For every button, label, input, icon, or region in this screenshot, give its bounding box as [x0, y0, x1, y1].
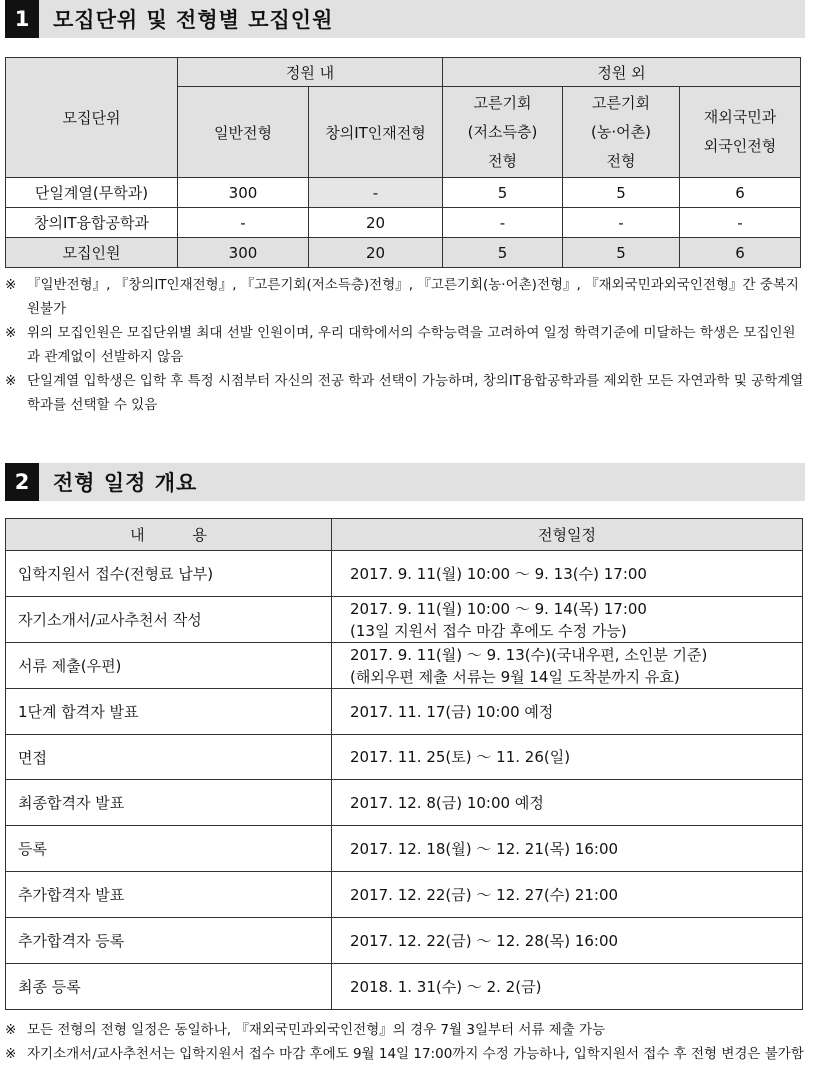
- row-unit: 단일계열(무학과): [6, 178, 178, 208]
- col-item-header: 내 용: [6, 519, 332, 551]
- note: [5, 369, 805, 417]
- recruitment-quota-table: [5, 57, 801, 268]
- unit-header: 모집단위: [6, 58, 178, 178]
- note: [5, 273, 805, 321]
- section-1-header: [5, 0, 805, 38]
- group-in-header: 정원 내: [178, 58, 443, 87]
- section-number: 2: [5, 463, 39, 501]
- total-row: 모집인원 300 20 5 5 6: [6, 238, 801, 268]
- note-text: 위의 모집인원은 모집단위별 최대 선발 인원이며, 우리 대학에서의 수학능력을 고려하여 일정 학력기준에 미달하는 학생은 모집인원과 관계없이 선발하지 않음: [27, 325, 796, 365]
- note-mark: ※: [5, 1022, 17, 1038]
- schedule-table: [5, 518, 803, 1010]
- table-row: 1단계 합격자 발표 2017. 11. 17(금) 10:00 예정: [6, 689, 803, 735]
- note: [5, 1018, 805, 1042]
- row-unit: 창의IT융합공학과: [6, 208, 178, 238]
- table-row: 자기소개서/교사추천서 작성 2017. 9. 11(월) 10:00 ～ 9. 14(목) 17:00 (13일 지원서 접수 마감 후에도 수정 가능): [6, 597, 803, 643]
- table-row: 입학지원서 접수(전형료 납부) 2017. 9. 11(월) 10:00 ～ 9. 13(수) 17:00: [6, 551, 803, 597]
- col-schedule-header: 전형일정: [332, 519, 803, 551]
- col-equal-low-income: 고른기회 (저소득층) 전형: [443, 87, 563, 178]
- note-mark: ※: [5, 325, 17, 341]
- table-row: 등록 2017. 12. 18(월) ～ 12. 21(목) 16:00: [6, 826, 803, 872]
- table-row: 추가합격자 발표 2017. 12. 22(금) ～ 12. 27(수) 21:00: [6, 872, 803, 918]
- table-row: 최종합격자 발표 2017. 12. 8(금) 10:00 예정: [6, 780, 803, 826]
- table-row: 서류 제출(우편) 2017. 9. 11(월) ～ 9. 13(수)(국내우편, 소인분 기준) (해외우편 제출 서류는 9월 14일 도착분까지 유효): [6, 643, 803, 689]
- table-row: 추가합격자 등록 2017. 12. 22(금) ～ 12. 28(목) 16:00: [6, 918, 803, 964]
- note: [5, 321, 805, 369]
- section-1-notes: [5, 273, 805, 417]
- table-row: 창의IT융합공학과 - 20 - - -: [6, 208, 801, 238]
- table-row: 최종 등록 2018. 1. 31(수) ～ 2. 2(금): [6, 964, 803, 1010]
- col-equal-rural: 고른기회 (농·어촌) 전형: [563, 87, 680, 178]
- section-number: 1: [5, 0, 39, 38]
- note: [5, 1042, 805, 1066]
- note-mark: ※: [5, 373, 17, 389]
- group-out-header: 정원 외: [443, 58, 801, 87]
- section-2-header: [5, 463, 805, 501]
- section-title: 모집단위 및 전형별 모집인원: [53, 8, 334, 32]
- table-row: 면접 2017. 11. 25(토) ～ 11. 26(일): [6, 735, 803, 780]
- col-creative-it: 창의IT인재전형: [309, 87, 443, 178]
- note-mark: ※: [5, 277, 17, 293]
- section-2-notes: [5, 1018, 805, 1066]
- note-text: 자기소개서/교사추천서는 입학지원서 접수 마감 후에도 9월 14일 17:00까지 수정 가능하나, 입학지원서 접수 후 전형 변경은 불가함: [27, 1046, 804, 1062]
- note-text: 『일반전형』, 『창의IT인재전형』, 『고른기회(저소득층)전형』, 『고른기회(농·어촌)전형』, 『재외국민과외국인전형』간 중복지원불가: [27, 277, 799, 317]
- col-overseas: 재외국민과 외국인전형: [680, 87, 801, 178]
- section-title: 전형 일정 개요: [53, 471, 198, 495]
- table-row: 단일계열(무학과) 300 - 5 5 6: [6, 178, 801, 208]
- note-text: 단일계열 입학생은 입학 후 특정 시점부터 자신의 전공 학과 선택이 가능하며, 창의IT융합공학과를 제외한 모든 자연과학 및 공학계열 학과를 선택할 수 있음: [27, 373, 804, 413]
- note-mark: ※: [5, 1046, 17, 1062]
- row-unit: 모집인원: [6, 238, 178, 268]
- col-general: 일반전형: [178, 87, 309, 178]
- note-text: 모든 전형의 전형 일정은 동일하나, 『재외국민과외국인전형』의 경우 7월 3일부터 서류 제출 가능: [27, 1022, 606, 1038]
